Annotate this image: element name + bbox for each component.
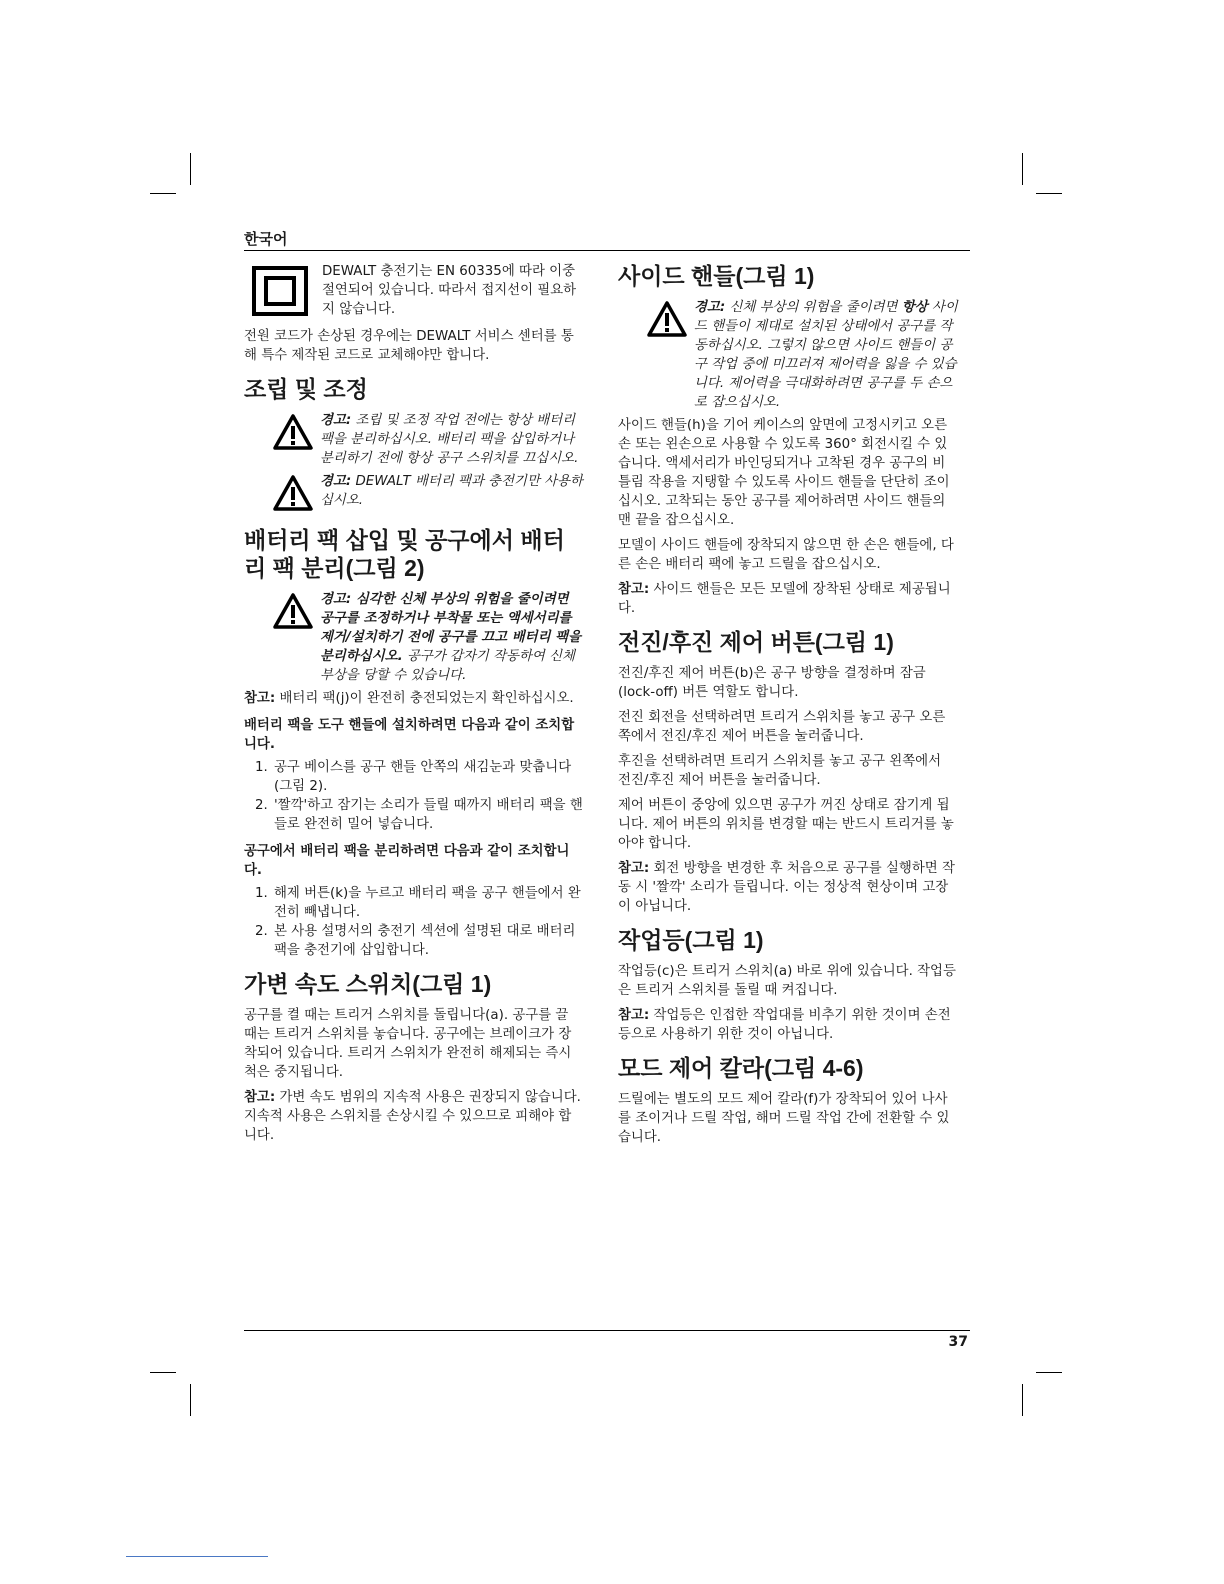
- crop-mark: [190, 1384, 191, 1416]
- warning-block: [272, 472, 584, 516]
- language-header: 한국어: [244, 230, 288, 248]
- warning-block: [272, 411, 584, 468]
- install-heading: 배터리 팩을 도구 핸들에 설치하려면 다음과 같이 조치합니다.: [244, 718, 575, 752]
- fwd-rev-p4: 제어 버튼이 중앙에 있으면 공구가 꺼진 상태로 잠기게 됩니다. 제어 버튼의 위치를 변경할 때는 반드시 트리거를 놓아야 합니다.: [618, 798, 954, 851]
- note-label: 참고:: [244, 691, 276, 706]
- side-handle-title: 사이드 핸들(그림 1): [618, 263, 815, 289]
- footer-rule: [244, 1330, 970, 1331]
- double-insulation-block: [244, 262, 584, 319]
- warning-block: [646, 298, 958, 412]
- fwd-rev-title: 전진/후진 제어 버튼(그림 1): [618, 629, 894, 655]
- warning-label: 경고:: [694, 300, 726, 315]
- mode-collar-title: 모드 제어 칼라(그림 4-6): [618, 1055, 864, 1081]
- fwd-rev-p1: 전진/후진 제어 버튼(b)은 공구 방향을 결정하며 잠금(lock-off) 버튼 역할도 합니다.: [618, 666, 926, 700]
- assembly-title: 조립 및 조정: [244, 376, 368, 402]
- list-item: 2. '짤깍'하고 잠기는 소리가 들릴 때까지 배터리 팩을 핸들로 완전히 밀어 넣습니다.: [272, 796, 584, 834]
- list-item: 1. 공구 베이스를 공구 핸들 안쪽의 새김눈과 맞춥니다(그림 2).: [272, 758, 584, 796]
- warning-text: 사이드 핸들이 제대로 설치된 상태에서 공구를 작동하십시오. 그렇지 않으면 사이드 핸들이 공구 작업 중에 미끄러져 제어력을 잃을 수 있습니다. 제어력을 극대화하려면 공구를 두 손으로 잡으십시오.: [694, 300, 958, 410]
- note-label: 참고:: [244, 1090, 276, 1105]
- note-text: 회전 방향을 변경한 후 처음으로 공구를 실행하면 작동 시 '짤깍' 소리가 들립니다. 이는 정상적 현상이며 고장이 아닙니다.: [618, 861, 955, 914]
- note-text: 사이드 핸들은 모든 모델에 장착된 상태로 제공됩니다.: [618, 582, 951, 616]
- list-item: 1. 해제 버튼(k)을 누르고 배터리 팩을 공구 핸들에서 완전히 빼냅니다.: [272, 884, 584, 922]
- note-label: 참고:: [618, 582, 650, 597]
- note-text: 작업등은 인접한 작업대를 비추기 위한 것이며 손전등으로 사용하기 위한 것이 아닙니다.: [618, 1008, 951, 1042]
- page-number: 37: [948, 1334, 968, 1350]
- note: [244, 689, 584, 708]
- warning-text: 신체 부상의 위험을 줄이려면: [725, 300, 902, 315]
- link-underline: [126, 1556, 268, 1557]
- crop-mark: [1022, 1384, 1023, 1416]
- double-insulation-icon: [252, 266, 308, 316]
- side-handle-p1: 사이드 핸들(h)을 기어 케이스의 앞면에 고정시키고 오른손 또는 왼손으로 사용할 수 있도록 360° 회전시킬 수 있습니다. 액세서리가 바인딩되거나 고착된 경우 공구의 비틀림 작용을 지탱할 수 있도록 사이드 핸들을 단단히 조이십시오. 고착되는 동안 공구를 제어하려면 사이드 핸들의 맨 끝을 잡으십시오.: [618, 418, 950, 528]
- note: [618, 580, 958, 618]
- warning-emphasis: 항상: [901, 300, 928, 315]
- warning-text: DEWALT 배터리 팩과 충전기만 사용하십시오.: [320, 474, 583, 508]
- note-label: 참고:: [618, 1008, 650, 1023]
- speed-title: 가변 속도 스위치(그림 1): [244, 971, 492, 997]
- left-column: [244, 262, 584, 1151]
- warning-icon: [272, 413, 314, 451]
- fwd-rev-p2: 전진 회전을 선택하려면 트리거 스위치를 놓고 공구 오른쪽에서 전진/후진 제어 버튼을 눌러줍니다.: [618, 710, 946, 744]
- crop-mark: [1022, 153, 1023, 185]
- power-cord-text: 전원 코드가 손상된 경우에는 DEWALT 서비스 센터를 통해 특수 제작된 코드로 교체해야만 합니다.: [244, 329, 574, 363]
- work-light-title: 작업등(그림 1): [618, 927, 764, 953]
- crop-mark: [190, 153, 191, 185]
- install-steps: [244, 758, 584, 834]
- note-label: 참고:: [618, 861, 650, 876]
- warning-text: 공구가 갑자기 작동하여 신체 부상을 당할 수 있습니다.: [320, 649, 575, 683]
- right-column: [618, 262, 958, 1153]
- crop-mark: [1036, 193, 1062, 194]
- warning-icon: [646, 300, 688, 338]
- double-insulation-text: DEWALT 충전기는 EN 60335에 따라 이중 절연되어 있습니다. 따라서 접지선이 필요하지 않습니다.: [322, 264, 577, 317]
- warning-icon: [272, 474, 314, 512]
- battery-title: 배터리 팩 삽입 및 공구에서 배터리 팩 분리(그림 2): [244, 527, 565, 581]
- warning-text: 조립 및 조정 작업 전에는 항상 배터리 팩을 분리하십시오. 배터리 팩을 삽입하거나 분리하기 전에 항상 공구 스위치를 끄십시오.: [320, 413, 579, 466]
- side-handle-p2: 모델이 사이드 핸들에 장착되지 않으면 한 손은 핸들에, 다른 손은 배터리 팩에 놓고 드릴을 잡으십시오.: [618, 538, 954, 572]
- warning-block: [272, 590, 584, 685]
- warning-label: 경고:: [320, 413, 352, 428]
- fwd-rev-p3: 후진을 선택하려면 트리거 스위치를 놓고 공구 왼쪽에서 전진/후진 제어 버튼을 눌러줍니다.: [618, 754, 942, 788]
- list-item: 2. 본 사용 설명서의 충전기 섹션에 설명된 대로 배터리 팩을 충전기에 삽입합니다.: [272, 922, 584, 960]
- mode-collar-p1: 드릴에는 별도의 모드 제어 칼라(f)가 장착되어 있어 나사를 조이거나 드릴 작업, 해머 드릴 작업 간에 전환할 수 있습니다.: [618, 1092, 950, 1145]
- work-light-p1: 작업등(c)은 트리거 스위치(a) 바로 위에 있습니다. 작업등은 트리거 스위치를 돌릴 때 켜집니다.: [618, 964, 956, 998]
- warning-bold-text: 경고: 심각한 신체 부상의 위험을 줄이려면 공구를 조정하거나 부착물 또는 액세서리를 제거/설치하기 전에 공구를 끄고 배터리 팩을 분리하십시오.: [320, 592, 582, 664]
- warning-label: 경고:: [320, 474, 352, 489]
- crop-mark: [1036, 1372, 1062, 1373]
- warning-icon: [272, 592, 314, 630]
- remove-steps: [244, 884, 584, 960]
- remove-heading: 공구에서 배터리 팩을 분리하려면 다음과 같이 조치합니다.: [244, 844, 570, 878]
- note-text: 가변 속도 범위의 지속적 사용은 권장되지 않습니다. 지속적 사용은 스위치를 손상시킬 수 있으므로 피해야 합니다.: [244, 1090, 581, 1143]
- crop-mark: [150, 193, 176, 194]
- note: [618, 1006, 958, 1044]
- crop-mark: [150, 1372, 176, 1373]
- note-text: 배터리 팩(j)이 완전히 충전되었는지 확인하십시오.: [275, 691, 574, 706]
- speed-text: 공구를 켤 때는 트리거 스위치를 돌립니다(a). 공구를 끌 때는 트리거 스위치를 놓습니다. 공구에는 브레이크가 장착되어 있습니다. 트리거 스위치가 완전히 해제되는 즉시 척은 중지됩니다.: [244, 1008, 572, 1080]
- note: [244, 1088, 584, 1145]
- note: [618, 859, 958, 916]
- header-rule: [244, 250, 970, 251]
